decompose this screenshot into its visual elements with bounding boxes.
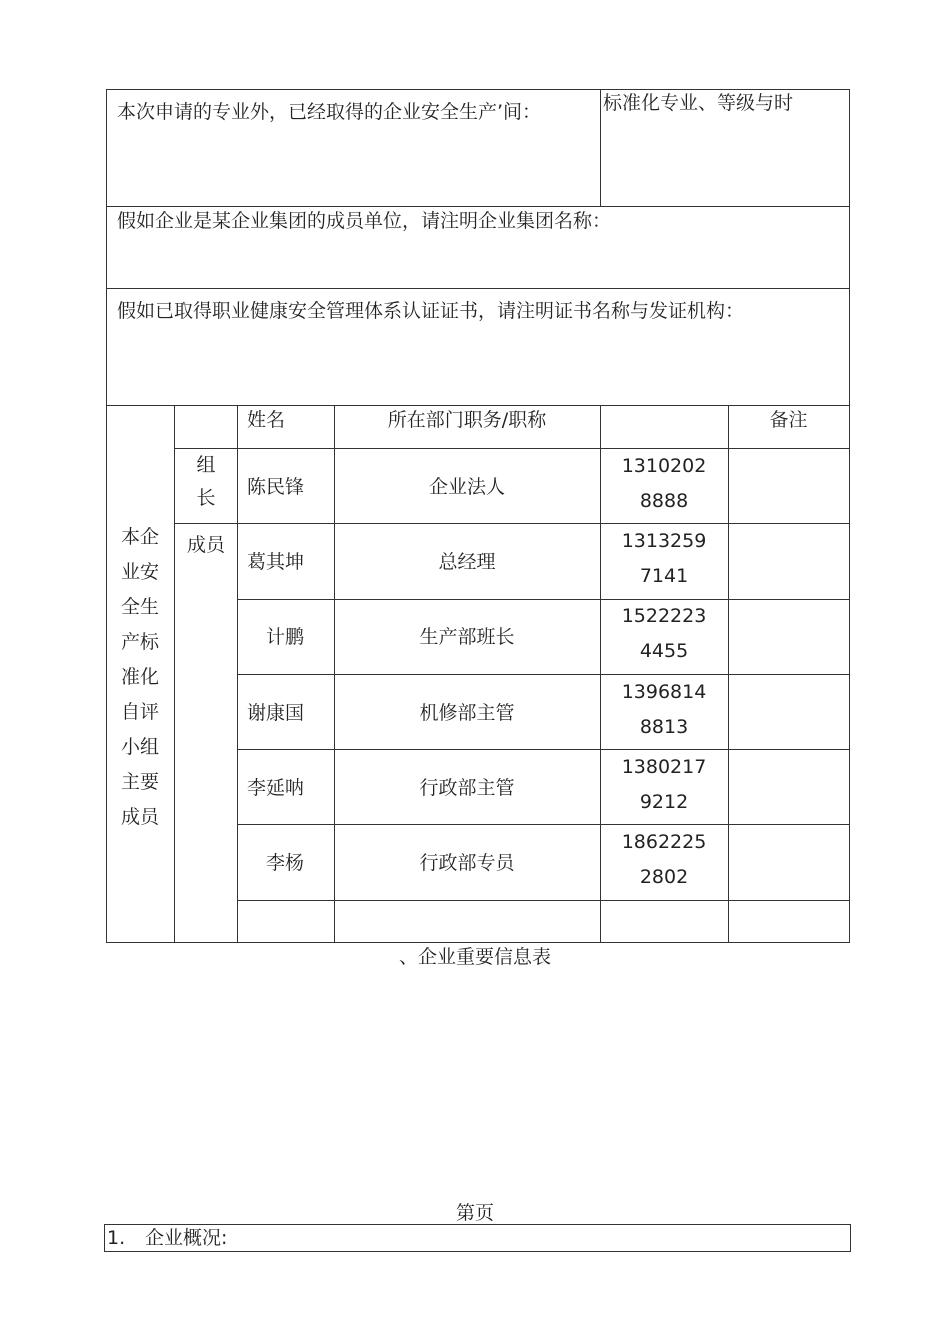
member-phone-line: 4455 xyxy=(639,640,689,662)
section-title: 企业概况: xyxy=(145,1227,228,1249)
leader-role-line: 组 xyxy=(196,454,216,476)
member-phone xyxy=(600,825,728,895)
row-line-2 xyxy=(237,599,850,600)
header-dept: 所在部门职务/职称 xyxy=(387,409,547,431)
member-phone-line: 1862225 xyxy=(621,831,707,853)
member-name: 陈民锋 xyxy=(247,476,305,498)
header-bottom-line xyxy=(174,448,850,449)
company-overview-box xyxy=(104,1224,851,1252)
member-dept: 行政部主管 xyxy=(419,777,515,799)
side-label-line: 全生 xyxy=(120,596,159,618)
member-phone xyxy=(600,524,728,594)
member-phone xyxy=(600,599,728,669)
side-label-line: 本企 xyxy=(120,526,159,548)
side-label-line: 准化 xyxy=(120,666,159,688)
row-divider-2 xyxy=(106,288,850,289)
member-name: 李杨 xyxy=(266,852,305,874)
member-dept: 企业法人 xyxy=(428,476,505,498)
side-label-line: 业安 xyxy=(120,561,159,583)
side-label xyxy=(106,520,174,835)
row-line-6 xyxy=(237,900,850,901)
member-role-label: 成员 xyxy=(186,534,225,556)
member-phone-line: 1380217 xyxy=(621,756,707,778)
prior-cert-right-text: 标准化专业、等级与时 xyxy=(603,92,794,114)
member-name: 李延呐 xyxy=(247,777,305,799)
side-label-line: 小组 xyxy=(120,736,159,758)
page-footer: 第页 xyxy=(455,1202,494,1224)
member-name: 计鹏 xyxy=(266,626,305,648)
header-remark: 备注 xyxy=(769,409,808,431)
member-phone xyxy=(600,675,728,745)
group-member-prompt: 假如企业是某企业集团的成员单位，请注明企业集团名称： xyxy=(117,210,612,232)
leader-role-line: 长 xyxy=(196,487,216,509)
row-divider-1 xyxy=(106,206,850,207)
side-label-line: 主要 xyxy=(120,771,159,793)
member-name: 葛其坤 xyxy=(247,551,305,573)
header-name: 姓名 xyxy=(247,409,286,431)
row-line-3 xyxy=(237,674,850,675)
member-phone-line: 1522223 xyxy=(621,605,707,627)
member-phone-line: 7141 xyxy=(639,565,689,587)
row-line-5 xyxy=(237,824,850,825)
member-phone xyxy=(600,750,728,820)
member-phone-line: 9212 xyxy=(639,791,689,813)
member-dept: 行政部专员 xyxy=(419,852,515,874)
table-right-border xyxy=(849,89,850,943)
member-name: 谢康国 xyxy=(247,702,305,724)
section-caption: 、企业重要信息表 xyxy=(398,946,551,968)
member-phone-line: 1396814 xyxy=(621,681,707,703)
row-line-4 xyxy=(237,749,850,750)
side-label-line: 产标 xyxy=(120,631,159,653)
side-label-line: 自评 xyxy=(120,701,159,723)
member-phone-line: 1313259 xyxy=(621,530,707,552)
member-phone-line: 8813 xyxy=(639,716,689,738)
member-dept: 总经理 xyxy=(438,551,496,573)
leader-role-label xyxy=(175,449,237,515)
member-phone-line: 8888 xyxy=(639,490,689,512)
row-line-1 xyxy=(174,523,850,524)
side-label-line: 成员 xyxy=(120,806,159,828)
row-divider-3 xyxy=(106,405,850,406)
section-number: 1. xyxy=(107,1227,126,1249)
prior-cert-divider xyxy=(600,89,601,206)
member-phone xyxy=(600,449,728,519)
member-phone-line: 1310202 xyxy=(621,455,707,477)
ohs-cert-prompt: 假如已取得职业健康安全管理体系认证证书，请注明证书名称与发证机构： xyxy=(117,300,745,322)
member-dept: 生产部班长 xyxy=(419,626,515,648)
prior-cert-left-text: 本次申请的专业外，已经取得的企业安全生产’间： xyxy=(117,101,542,123)
member-dept: 机修部主管 xyxy=(419,702,515,724)
table-bottom-border xyxy=(106,942,850,943)
member-phone-line: 2802 xyxy=(639,866,689,888)
